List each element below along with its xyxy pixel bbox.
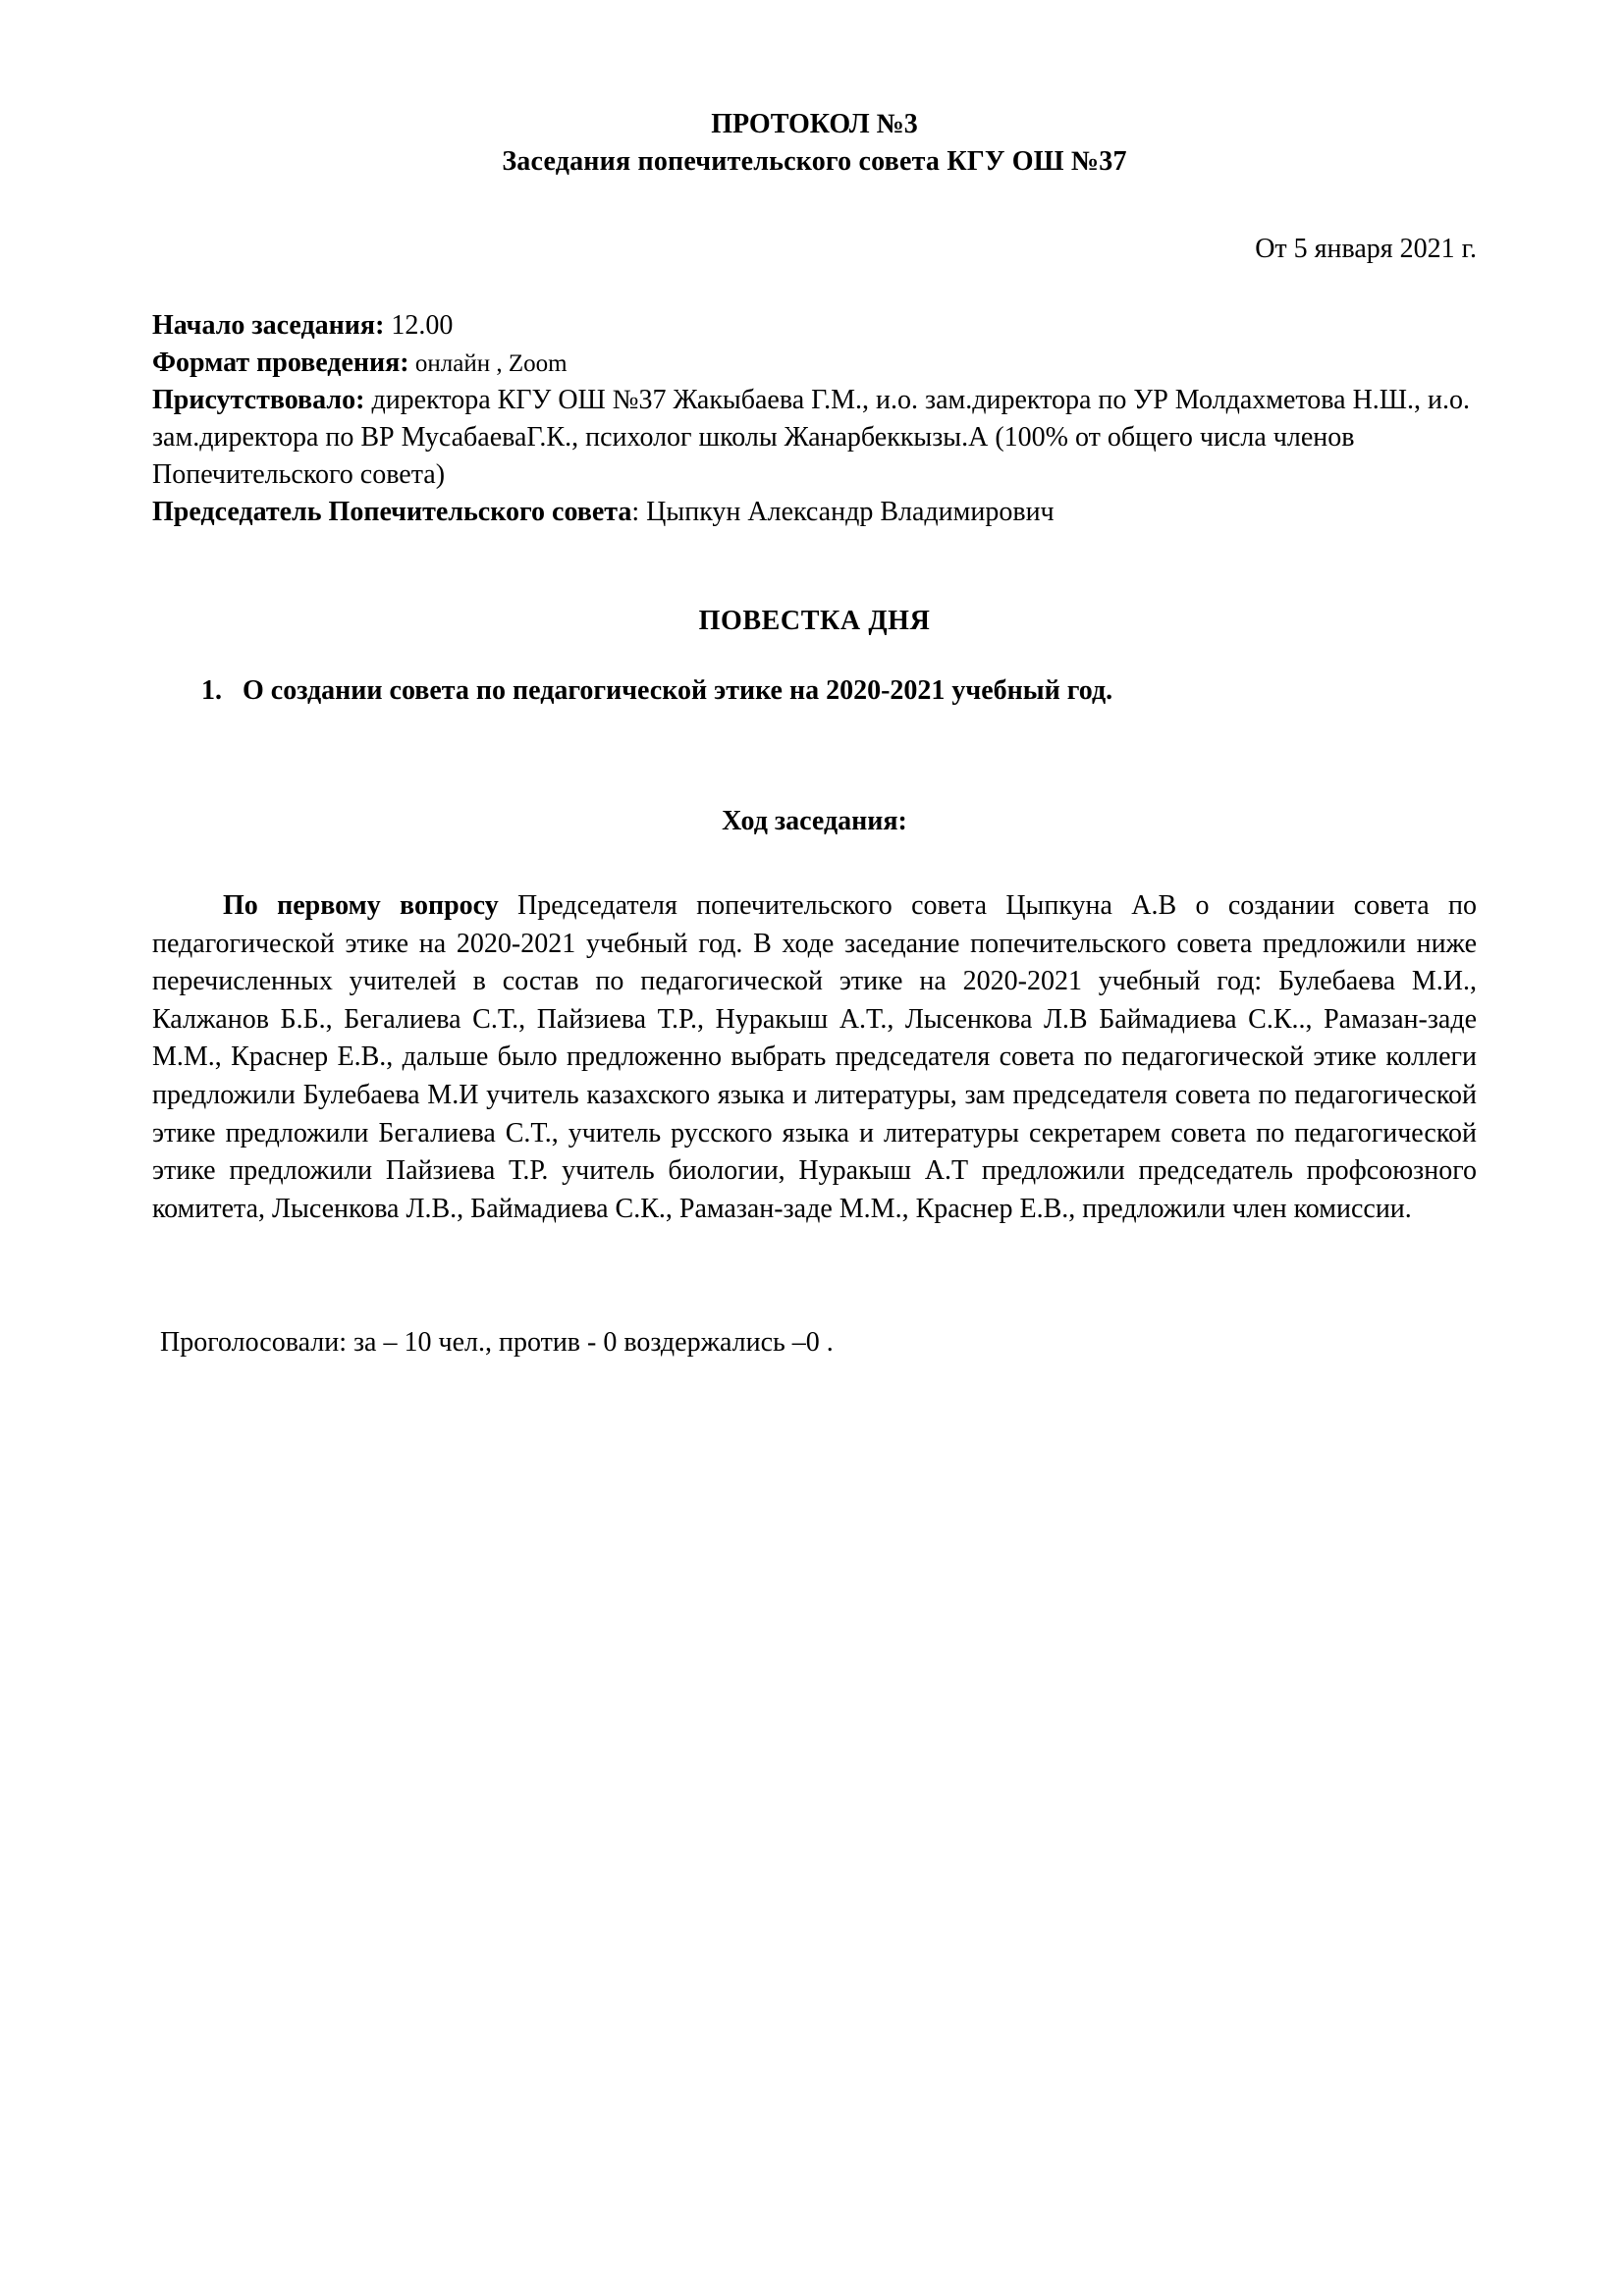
meeting-chairman-label: Председатель Попечительского совета — [152, 496, 632, 527]
document-title — [152, 106, 1477, 181]
meeting-format-label: Формат проведения: — [152, 347, 409, 378]
meeting-attendees-label: Присутствовало: — [152, 384, 365, 415]
vote-result-line: Проголосовали: за – 10 чел., против - 0 воздержались –0 . — [160, 1326, 834, 1358]
meeting-start-label: Начало заседания: — [152, 309, 385, 341]
agenda-list — [152, 673, 1477, 710]
meeting-metadata — [152, 307, 1477, 531]
paragraph-text: Председателя попечительского совета Цыпкуна А.В о создании совета по педагогической этике на 2020-2021 учебный год. В ходе заседание попечительского совета предложили ниже перечисленных учителей в состав по педагогической этике на 2020-2021 учебный год: Булебаева М.И., Калжанов Б.Б., Бегалиева С.Т., Пайзиева Т.Р., Нуракыш А.Т., Лысенкова Л.В Баймадиева С.К.., Рамазан-заде М.М., Краснер Е.В., дальше было предложенно выбрать председателя совета по педагогической этике коллеги предложили Булебаева М.И учитель казахского языка и литературы, зам председателя совета по педагогической этике предложили Бегалиева С.Т., учитель русского языка и литературы секретарем совета по педагогической этике предложили Пайзиева Т.Р. учитель биологии, Нуракыш А.Т предложили председатель профсоюзного комитета, Лысенкова Л.В., Баймадиева С.К., Рамазан-заде М.М., Краснер Е.В., предложили член комиссии. — [152, 889, 1477, 1224]
meeting-attendees-row — [152, 382, 1477, 494]
meeting-format-row — [152, 345, 1477, 382]
paragraph-lead: По первому вопросу — [223, 889, 499, 921]
meeting-format-value: онлайн , Zoom — [408, 349, 568, 377]
title-line-1: ПРОТОКОЛ №3 — [711, 109, 918, 139]
meeting-start-row — [152, 307, 1477, 345]
course-heading: Ход заседания: — [722, 805, 907, 836]
title-line-2: Заседания попечительского совета КГУ ОШ №37 — [502, 145, 1127, 177]
meeting-start-value: 12.00 — [384, 309, 454, 341]
list-item: 1. О создании совета по педагогической этике на 2020-2021 учебный год. — [229, 673, 1477, 710]
document-body — [152, 106, 1477, 1361]
meeting-attendees-value: директора КГУ ОШ №37 Жакыбаева Г.М., и.о. зам.директора по УР Молдахметова Н.Ш., и.о. зам.директора по ВР МусабаеваГ.К., психолог школы Жанарбеккызы.А (100% от общего числа членов Попечительского совета) — [152, 384, 1471, 490]
document-date: От 5 января 2021 г. — [1255, 233, 1477, 264]
meeting-chairman-row — [152, 494, 1477, 531]
agenda-heading: ПОВЕСТКА ДНЯ — [698, 606, 931, 637]
first-question-paragraph — [152, 887, 1477, 1229]
meeting-chairman-value: : Цыпкун Александр Владимирович — [631, 496, 1055, 527]
